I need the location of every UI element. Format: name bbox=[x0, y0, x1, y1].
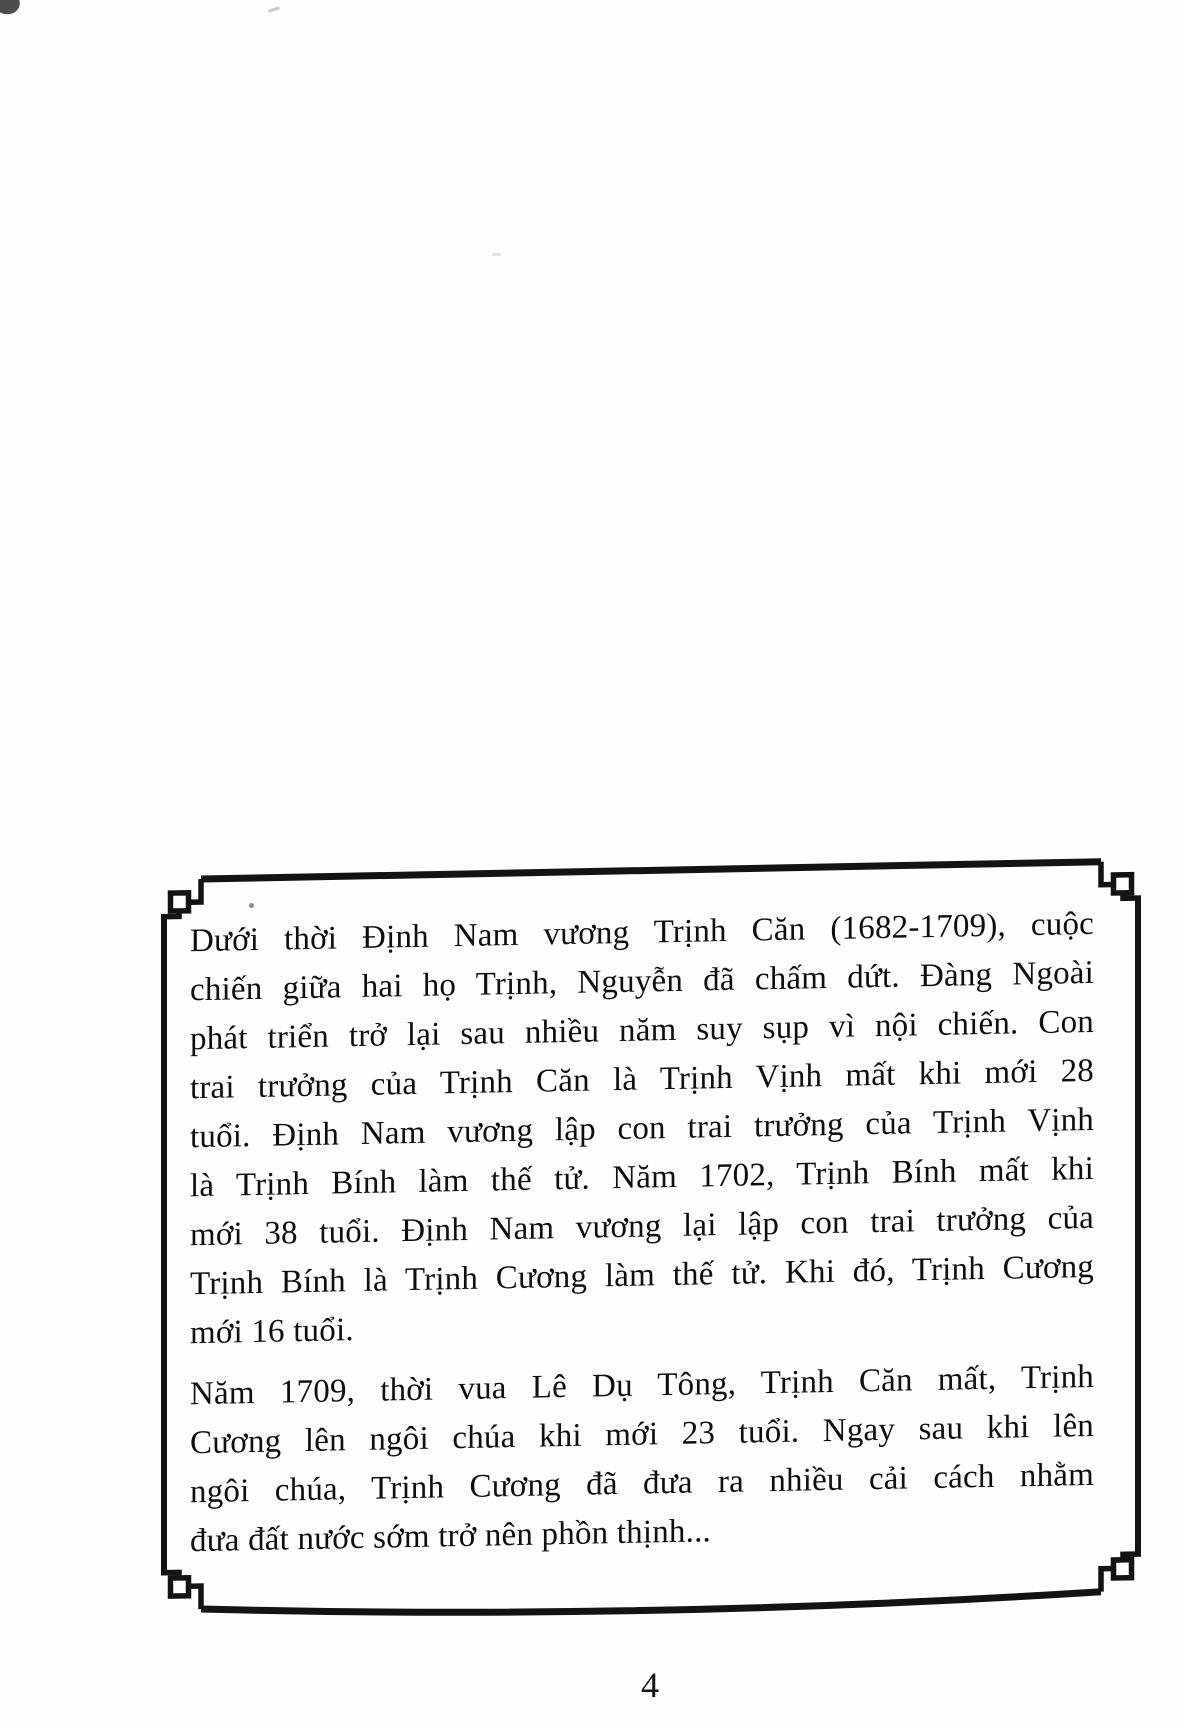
body-text bbox=[190, 900, 1094, 1566]
text-line: phát triển trở lại sau nhiều năm suy sụp vì nội chiến. Con bbox=[190, 1003, 1094, 1058]
scan-speck bbox=[492, 253, 501, 256]
corner-ornament-top-right bbox=[1101, 861, 1141, 899]
text-line: tuổi. Định Nam vương lập con trai trưởng của Trịnh Vịnh bbox=[190, 1101, 1094, 1156]
frame-top-border bbox=[201, 862, 1101, 879]
paragraph bbox=[190, 900, 1094, 1358]
corner-ornament-bottom-left bbox=[161, 1572, 201, 1610]
text-line: đưa đất nước sớm trở nên phồn thịnh... bbox=[190, 1513, 711, 1560]
text-line: Trịnh Bính là Trịnh Cương làm thế tử. Khi đó, Trịnh Cương bbox=[190, 1248, 1094, 1303]
framed-text-box bbox=[150, 847, 1152, 1624]
corner-ornament-top-left bbox=[161, 879, 201, 917]
corner-ornament-bottom-right bbox=[1101, 1554, 1141, 1592]
text-line: mới 38 tuổi. Định Nam vương lại lập con trai trưởng của bbox=[190, 1199, 1094, 1254]
paragraph bbox=[190, 1353, 1094, 1566]
text-line: chiến giữa hai họ Trịnh, Nguyễn đã chấm dứt. Đàng Ngoài bbox=[190, 954, 1094, 1009]
text-line: mới 16 tuổi. bbox=[190, 1312, 354, 1352]
scan-smudge bbox=[0, 0, 24, 19]
text-line: là Trịnh Bính làm thế tử. Năm 1702, Trịnh Bính mất khi bbox=[190, 1150, 1094, 1205]
text-line: ngôi chúa, Trịnh Cương đã đưa ra nhiều cải cách nhằm bbox=[190, 1456, 1094, 1511]
scan-speck bbox=[268, 6, 280, 13]
frame-bottom-border bbox=[201, 1592, 1101, 1619]
text-line: trai trưởng của Trịnh Căn là Trịnh Vịnh mất khi mới 28 bbox=[190, 1052, 1094, 1107]
page-number: 4 bbox=[641, 1665, 659, 1705]
text-line: Năm 1709, thời vua Lê Dụ Tông, Trịnh Căn mất, Trịnh bbox=[190, 1358, 1094, 1413]
text-line: Cương lên ngôi chúa khi mới 23 tuổi. Ngay sau khi lên bbox=[190, 1407, 1094, 1462]
text-line: Dưới thời Định Nam vương Trịnh Căn (1682-1709), cuộc bbox=[190, 905, 1094, 960]
